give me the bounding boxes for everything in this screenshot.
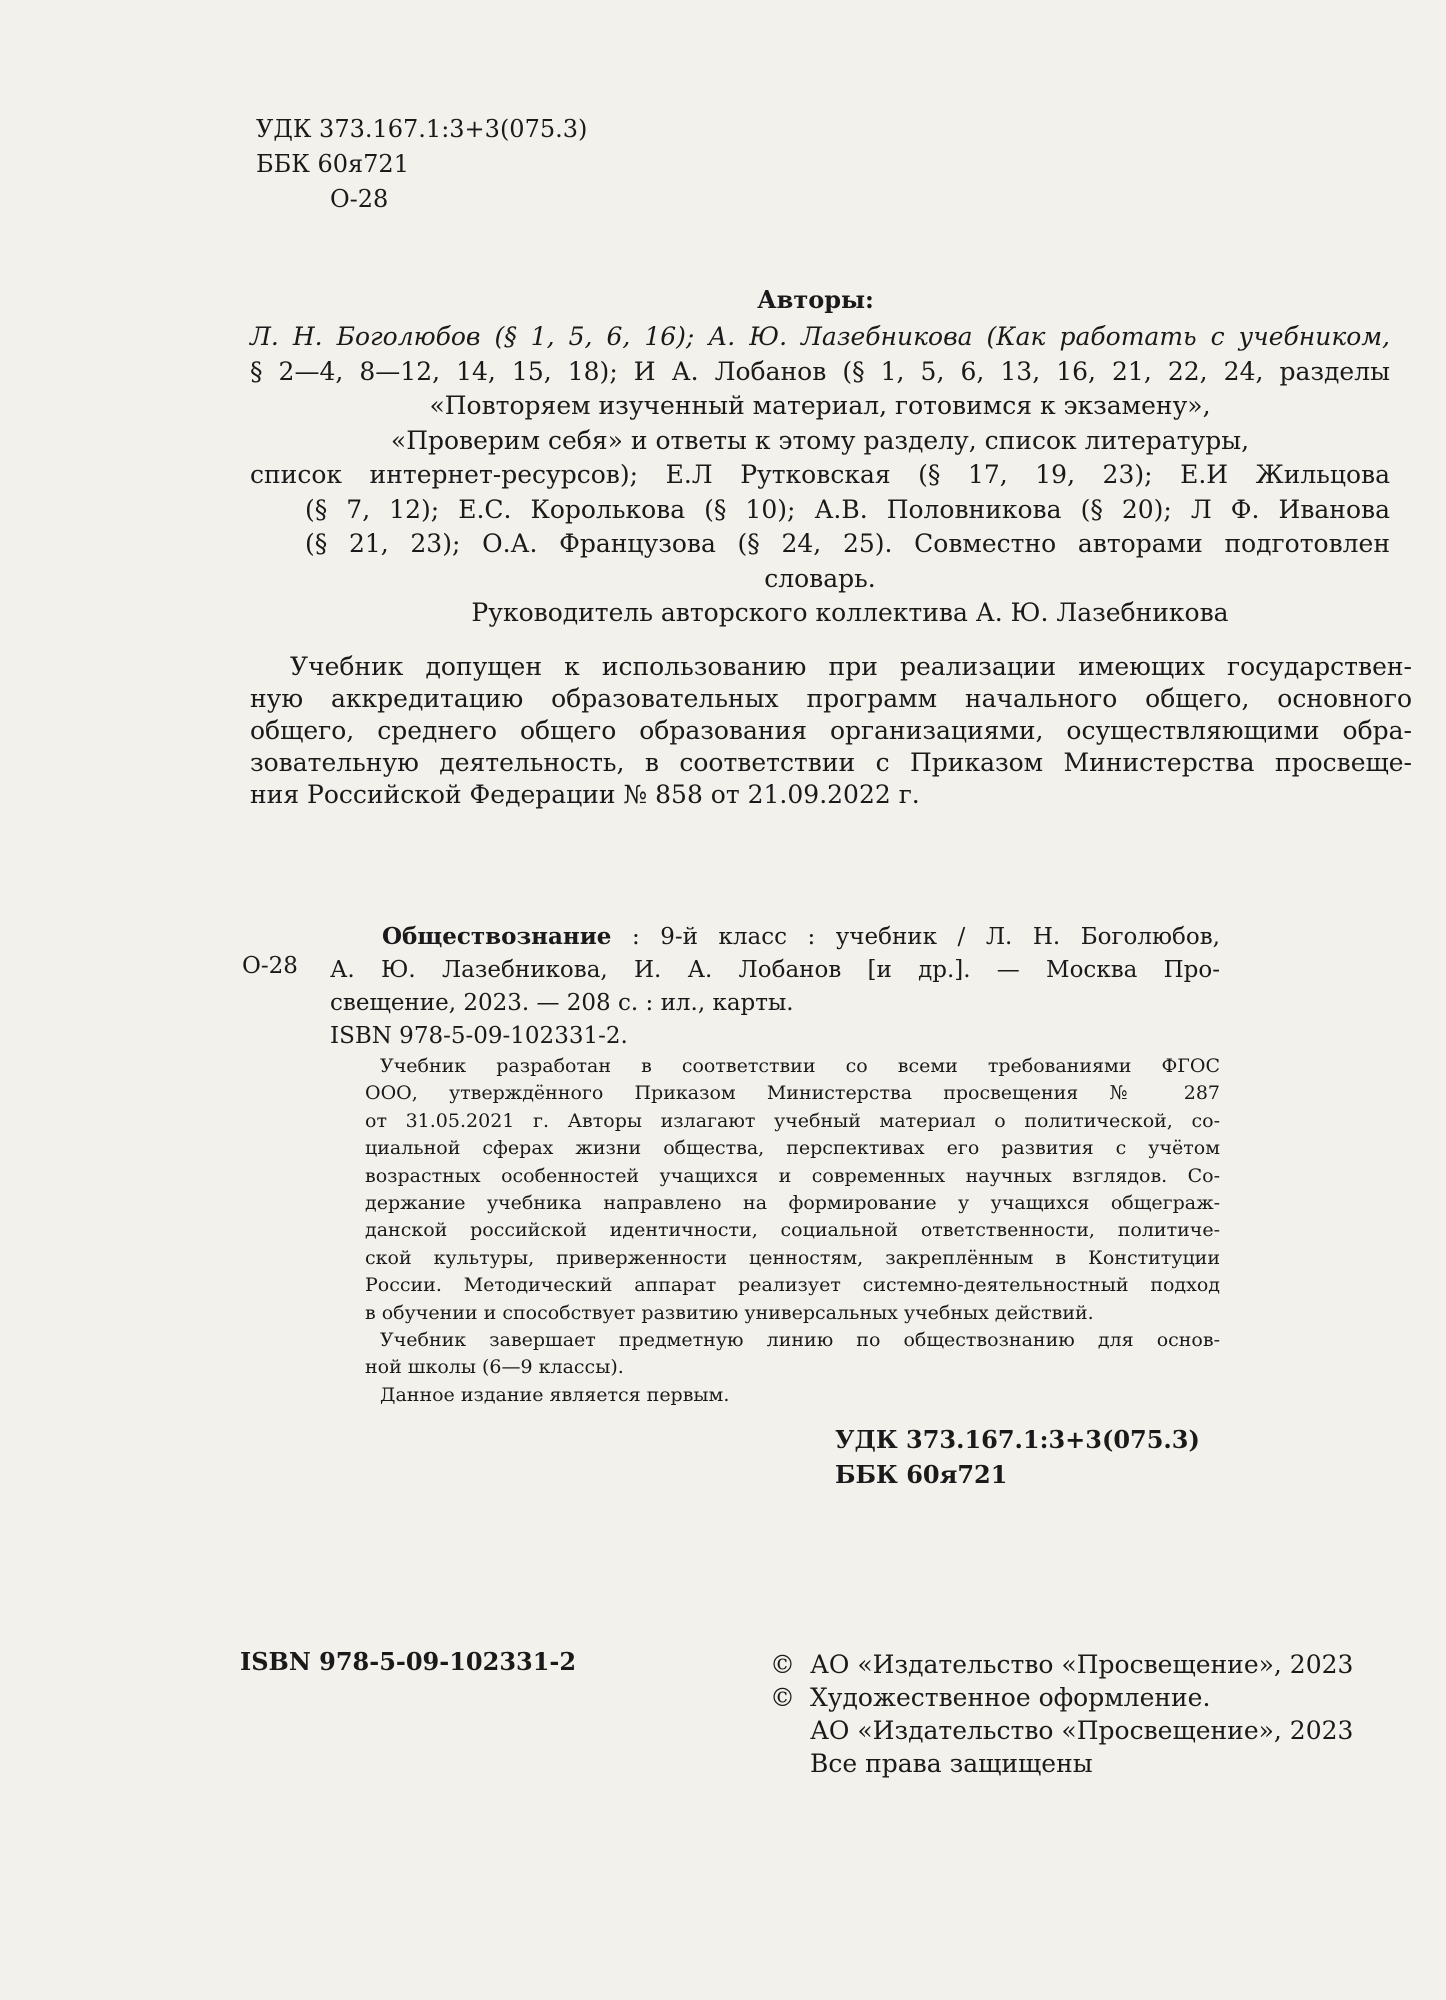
authors-list: [250, 320, 1390, 631]
approval-line: Учебник допущен к использованию при реализации имеющих государствен-: [290, 652, 1412, 681]
annotation-line: ной школы (6—9 классы).: [365, 1356, 624, 1379]
annotation-line: Данное издание является первым.: [380, 1383, 730, 1406]
biblio-isbn: ISBN 978-5-09-102331-2.: [330, 1023, 628, 1049]
biblio-line: свещение, 2023. — 208 с. : ил., карты.: [330, 990, 794, 1016]
copyright-icon: ©: [770, 1650, 795, 1679]
annotation-line: ООО, утверждённого Приказом Министерства просвещения № 287: [365, 1082, 1220, 1105]
classification-block: [256, 112, 587, 217]
copyright-icon: ©: [770, 1683, 795, 1712]
authors-line: «Проверим себя» и ответы к этому разделу, список литературы,: [390, 425, 1250, 455]
biblio-line: А. Ю. Лазебникова, И. А. Лобанов [и др.]. — Москва Про-: [330, 957, 1220, 983]
copyright-line: [770, 1681, 1353, 1714]
approval-line: зовательную деятельность, в соответствии с Приказом Министерства просвеще-: [250, 748, 1412, 777]
annotation-line: России. Методический аппарат реализует системно-деятельностный подход: [365, 1274, 1220, 1297]
annotation-line: в обучении и способствует развитию универсальных учебных действий.: [365, 1301, 1094, 1324]
udk-code-bottom: УДК 373.167.1:3+3(075.3): [835, 1425, 1200, 1454]
bbk-code-bottom: ББК 60я721: [835, 1460, 1008, 1489]
copyright-text: АО «Издательство «Просвещение», 2023: [810, 1650, 1354, 1679]
authors-line: § 2—4, 8—12, 14, 15, 18); И А. Лобанов (§ 1, 5, 6, 13, 16, 21, 22, 24, разделы: [250, 356, 1390, 386]
authors-line: список интернет-ресурсов); Е.Л Рутковская (§ 17, 19, 23); Е.И Жильцова: [250, 460, 1390, 489]
annotation-line: циальной сферах жизни общества, перспективах его развития с учётом: [365, 1137, 1220, 1160]
biblio-author-sign: О-28: [242, 953, 298, 979]
copyright-spacer: [770, 1714, 810, 1747]
isbn-bottom: ISBN 978-5-09-102331-2: [240, 1647, 577, 1676]
copyright-text: Художественное оформление.: [810, 1683, 1211, 1712]
approval-line: ную аккредитацию образовательных программ начального общего, основного: [250, 684, 1412, 713]
copyright-text: АО «Издательство «Просвещение», 2023: [810, 1716, 1354, 1745]
copyright-line: [770, 1747, 1353, 1780]
biblio-title: Обществознание: [382, 923, 612, 950]
annotation-line: от 31.05.2021 г. Авторы излагают учебный материал о политической, со-: [365, 1109, 1220, 1132]
approval-paragraph: [250, 651, 1412, 811]
approval-line: общего, среднего общего образования организациями, осуществляющими обра-: [250, 716, 1412, 745]
copyright-text: Все права защищены: [810, 1749, 1093, 1778]
udk-code: УДК 373.167.1:3+3(075.3): [256, 115, 588, 143]
biblio-line: [330, 920, 1220, 954]
approval-line: ния Российской Федерации № 858 от 21.09.2022 г.: [250, 780, 920, 809]
annotation-line: возрастных особенностей учащихся и современных научных взглядов. Со-: [365, 1164, 1220, 1187]
authors-line: «Повторяем изученный материал, готовимся к экзамену»,: [429, 391, 1211, 420]
bibliographic-description: [330, 920, 1220, 1053]
copyright-block: [770, 1648, 1353, 1780]
authors-leader: Руководитель авторского коллектива А. Ю. Лазебникова: [471, 598, 1229, 627]
authors-heading: Авторы:: [757, 285, 874, 314]
authors-line: словарь.: [764, 563, 876, 593]
authors-line-text: Л. Н. Боголюбов (§ 1, 5, 6, 16); А. Ю. Лазебникова (Как работать с учебником,: [250, 322, 1390, 351]
biblio-title-rest: : 9-й класс : учебник / Л. Н. Боголюбов,: [611, 924, 1220, 950]
copyright-line: [770, 1714, 1353, 1747]
annotation-line: Учебник завершает предметную линию по обществознанию для основ-: [380, 1329, 1220, 1352]
bbk-code: ББК 60я721: [256, 150, 409, 178]
annotation-line: данской российской идентичности, социальной ответственности, политиче-: [365, 1219, 1220, 1242]
copyright-spacer: [770, 1747, 810, 1780]
annotation-line: держание учебника направлено на формирование у учащихся общеграж-: [365, 1192, 1220, 1215]
authors-line: (§ 21, 23); О.А. Французова (§ 24, 25). Совместно авторами подготовлен: [305, 529, 1390, 558]
authors-line: (§ 7, 12); Е.С. Королькова (§ 10); А.В. Половникова (§ 20); Л Ф. Иванова: [305, 494, 1390, 524]
classification-bottom: [835, 1422, 1200, 1492]
authors-line: [250, 320, 1390, 355]
copyright-line: [770, 1648, 1353, 1681]
annotation-line: Учебник разработан в соответствии со всеми требованиями ФГОС: [380, 1055, 1220, 1077]
author-sign: О-28: [330, 185, 389, 213]
annotation: [365, 1053, 1220, 1409]
annotation-line: ской культуры, приверженности ценностям, закреплённым в Конституции: [365, 1246, 1220, 1269]
